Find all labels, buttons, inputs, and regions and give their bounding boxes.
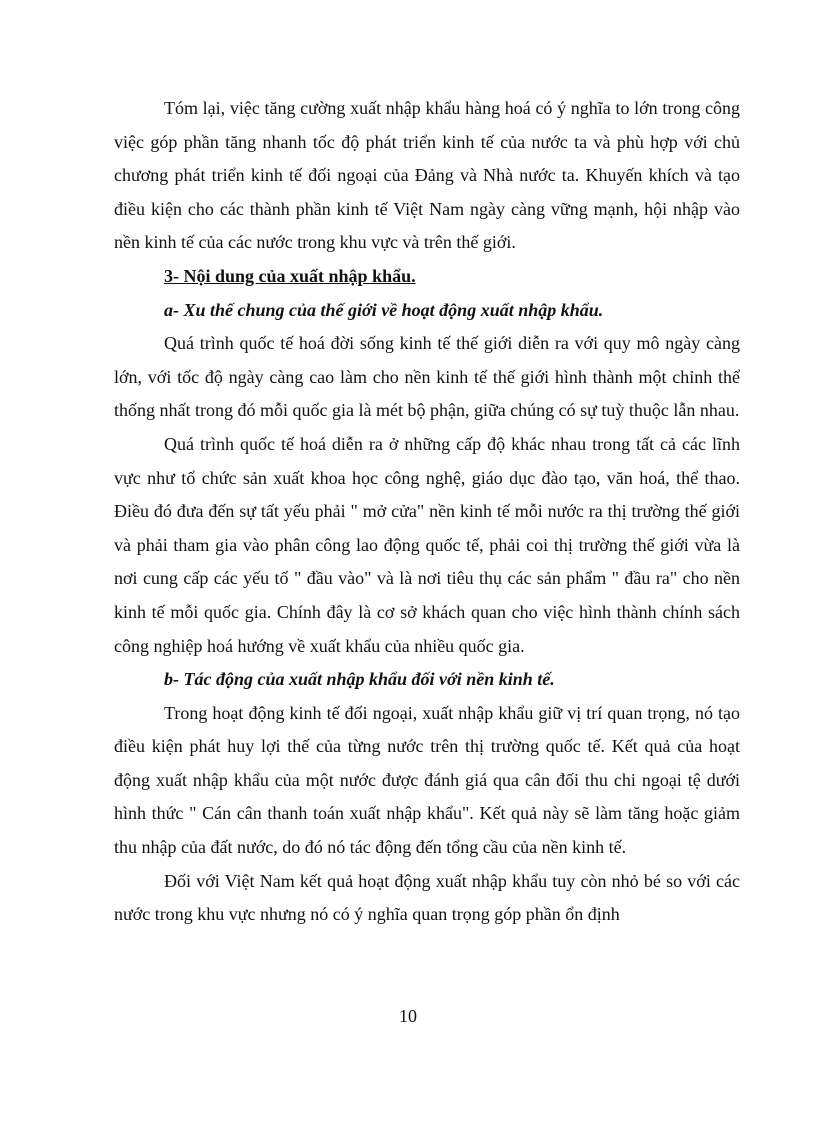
subsection-heading-a: a- Xu thế chung của thế giới về hoạt động xuất nhập khẩu. bbox=[164, 299, 604, 320]
section-heading: 3- Nội dung của xuất nhập khẩu. bbox=[164, 265, 416, 286]
subsection-heading-b: b- Tác động của xuất nhập khẩu đối với nền kinh tế. bbox=[164, 669, 555, 690]
paragraph-internationalization: Quá trình quốc tế hoá đời sống kinh tế thế giới diễn ra với quy mô ngày càng lớn, với tốc độ ngày càng cao làm cho nền kinh tế thế giới hình thành một chỉnh thể thống nhất trong đó mỗi quốc gia là mét bộ phận, giữa chúng có sự tuỳ thuộc lẫn nhau. bbox=[114, 333, 740, 421]
paragraph-vietnam: Đối với Việt Nam kết quả hoạt động xuất nhập khẩu tuy còn nhỏ bé so với các nước trong khu vực nhưng nó có ý nghĩa quan trọng góp phần ổn định bbox=[114, 870, 740, 925]
paragraph-summary: Tóm lại, việc tăng cường xuất nhập khẩu hàng hoá có ý nghĩa to lớn trong công việc góp phần tăng nhanh tốc độ phát triển kinh tế của nước ta và phù hợp với chủ chương phát triển kinh tế đối ngoại của Đảng và Nhà nước ta. Khuyến khích và tạo điều kiện cho các thành phần kinh tế Việt Nam ngày càng vững mạnh, hội nhập vào nền kinh tế của các nước trong khu vực và trên thế giới. bbox=[114, 98, 740, 253]
paragraph-open-economy: Quá trình quốc tế hoá diễn ra ở những cấp độ khác nhau trong tất cả các lĩnh vực như tổ chức sản xuất khoa học công nghệ, giáo dục đào tạo, văn hoá, thể thao. Điều đó đưa đến sự tất yếu phải " mở cửa" nền kinh tế mỗi nước ra thị trường thế giới và phải tham gia vào phân công lao động quốc tế, phải coi thị trường thế giới vừa là nơi cung cấp các yếu tố " đầu vào" và là nơi tiêu thụ các sản phẩm " đầu ra" cho nền kinh tế mỗi quốc gia. Chính đây là cơ sở khách quan cho việc hình thành chính sách công nghiệp hoá hướng về xuất khẩu của nhiều quốc gia. bbox=[114, 433, 740, 656]
document-body bbox=[114, 92, 740, 932]
page-number: 10 bbox=[399, 1006, 417, 1026]
paragraph-foreign-economic-activity: Trong hoạt động kinh tế đối ngoại, xuất nhập khẩu giữ vị trí quan trọng, nó tạo điều kiện phát huy lợi thế của từng nước trên thị trường quốc tế. Kết quả của hoạt động xuất nhập khẩu của một nước được đánh giá qua cân đối thu chi ngoại tệ dưới hình thức " Cán cân thanh toán xuất nhập khẩu". Kết quả này sẽ làm tăng hoặc giảm thu nhập của đất nước, do đó nó tác động đến tổng cầu của nền kinh tế. bbox=[114, 702, 740, 858]
